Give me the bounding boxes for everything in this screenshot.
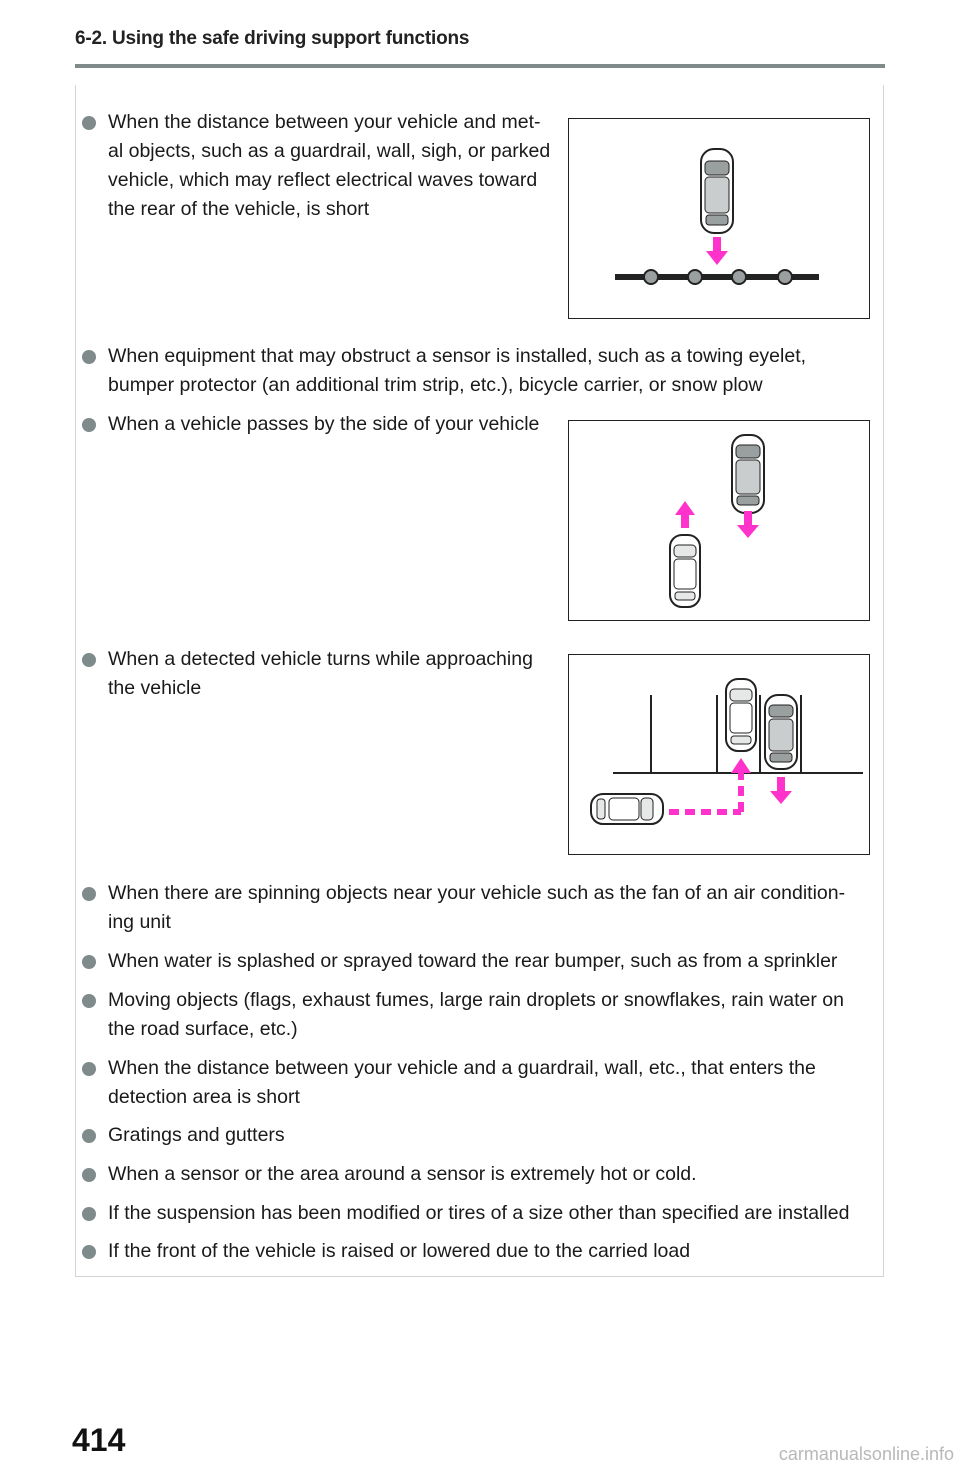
bullet-icon (82, 994, 96, 1008)
dashed-path-arrow-icon (669, 758, 751, 812)
figure-passing-vehicle (568, 420, 870, 621)
item-line: vehicle, which may reflect electrical waves toward (108, 169, 538, 191)
item-line: al objects, such as a guardrail, wall, sigh, or parked (108, 140, 551, 162)
car-icon (765, 695, 797, 769)
item-line: Moving objects (flags, exhaust fumes, large rain droplets or snowflakes, rain water on (108, 989, 844, 1011)
bullet-icon (82, 116, 96, 130)
item-line: Gratings and gutters (108, 1124, 285, 1146)
item-line: the rear of the vehicle, is short (108, 198, 370, 220)
item-line: When a detected vehicle turns while approaching (108, 648, 533, 670)
page-header-title: 6-2. Using the safe driving support functions (75, 28, 470, 49)
arrow-icon (706, 237, 728, 265)
car-icon (701, 149, 733, 233)
car-icon (670, 535, 700, 607)
item-line: When equipment that may obstruct a sensor is installed, such as a towing eyelet, (108, 345, 807, 367)
item-line: If the front of the vehicle is raised or lowered due to the carried load (108, 1240, 691, 1262)
guardrail-icon (615, 270, 819, 284)
watermark: carmanualsonline.info (778, 1444, 954, 1464)
car-icon (726, 679, 756, 751)
bullet-icon (82, 955, 96, 969)
item-line: the road surface, etc.) (108, 1018, 298, 1040)
bullet-icon (82, 1062, 96, 1076)
arrow-down-icon (737, 511, 759, 538)
item-line: When the distance between your vehicle and met- (108, 111, 541, 133)
bullet-icon (82, 887, 96, 901)
item-line: bumper protector (an additional trim strip, etc.), bicycle carrier, or snow plow (108, 374, 763, 396)
bullet-icon (82, 1129, 96, 1143)
bullet-icon (82, 1168, 96, 1182)
item-line: If the suspension has been modified or tires of a size other than specified are installed (108, 1202, 850, 1224)
bullet-icon (82, 350, 96, 364)
car-icon (732, 435, 764, 513)
figure-turning-vehicle (568, 654, 870, 855)
item-line: When water is splashed or sprayed toward the rear bumper, such as from a sprinkler (108, 950, 838, 972)
item-line: When a vehicle passes by the side of your vehicle (108, 413, 540, 435)
item-line: When the distance between your vehicle and a guardrail, wall, etc., that enters the (108, 1057, 816, 1079)
bullet-icon (82, 1245, 96, 1259)
header-divider (75, 64, 885, 68)
page-number: 414 (72, 1422, 126, 1458)
figure-guardrail (568, 118, 870, 319)
car-icon (591, 794, 663, 824)
item-line: When there are spinning objects near your vehicle such as the fan of an air condition- (108, 882, 846, 904)
item-line: When a sensor or the area around a sensor is extremely hot or cold. (108, 1163, 697, 1185)
bullet-icon (82, 1207, 96, 1221)
item-line: detection area is short (108, 1086, 300, 1108)
item-line: ing unit (108, 911, 171, 933)
bullet-icon (82, 653, 96, 667)
arrow-down-icon (770, 777, 792, 804)
item-line: the vehicle (108, 677, 202, 699)
bullet-icon (82, 418, 96, 432)
arrow-up-icon (675, 501, 695, 528)
